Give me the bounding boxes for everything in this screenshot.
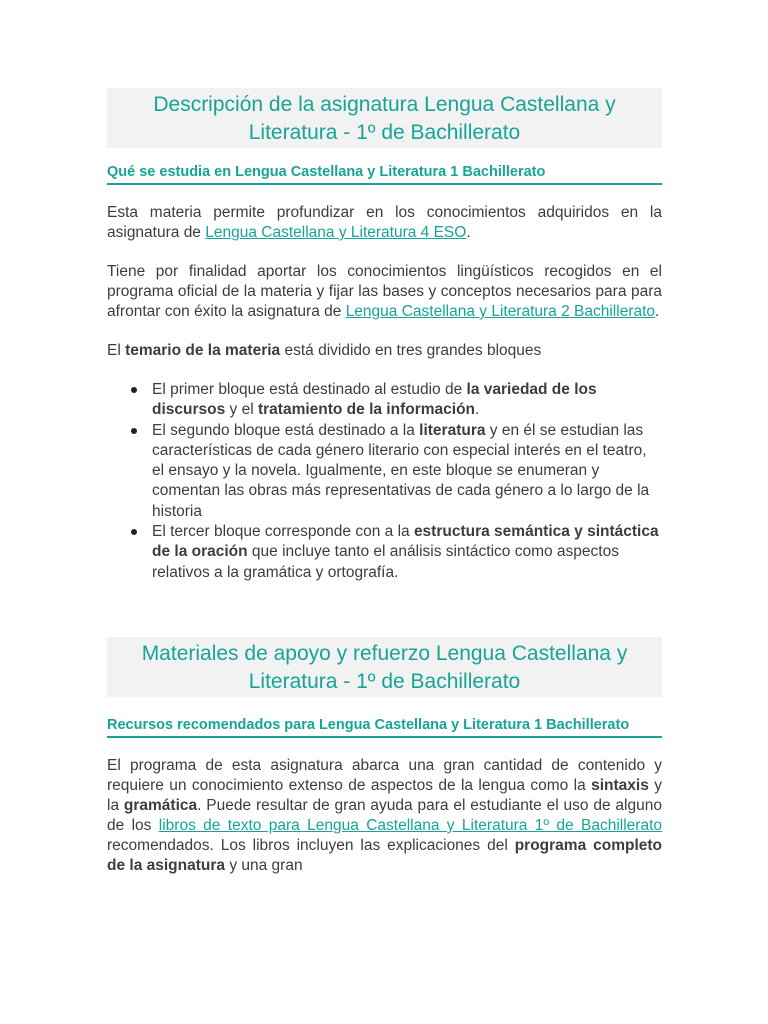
list-item-block-1: El primer bloque está destinado al estudio de la variedad de los discursos y el tratamiento de la información. [107, 380, 662, 421]
paragraph-text: está dividido en tres grandes bloques [280, 342, 542, 359]
paragraph-syllabus [107, 341, 662, 361]
section-title-materials: Materiales de apoyo y refuerzo Lengua Castellana y Literatura - 1º de Bachillerato [107, 637, 662, 697]
link-lengua-2-bachillerato[interactable]: Lengua Castellana y Literatura 2 Bachillerato [345, 303, 656, 320]
paragraph-purpose [107, 262, 662, 322]
paragraph-intro [107, 203, 662, 243]
paragraph-text: . [466, 224, 471, 241]
blocks-list [107, 380, 662, 583]
document-content [107, 88, 662, 876]
subheading-what-is-studied: Qué se estudia en Lengua Castellana y Literatura 1 Bachillerato [107, 162, 662, 185]
paragraph-text: El [107, 342, 126, 359]
link-textbooks[interactable]: libros de texto para Lengua Castellana y Literatura 1º de Bachillerato [158, 816, 662, 834]
link-lengua-4-eso[interactable]: Lengua Castellana y Literatura 4 ESO [205, 224, 467, 241]
list-item-block-2: El segundo bloque está destinado a la literatura y en él se estudian las características de cada género literario con especial interés en el teatro, el ensayo y la novela. Igualmente, en este bloque se enumeran y comentan las obras más representativas de cada género a lo largo de la historia [107, 421, 662, 522]
paragraph-text: Esta materia permite profundizar en los conocimientos adquiridos en la asignatura de [107, 204, 662, 241]
section-title-description: Descripción de la asignatura Lengua Castellana y Literatura - 1º de Bachillerato [107, 88, 662, 148]
paragraph-program: El programa de esta asignatura abarca una gran cantidad de contenido y requiere un conocimiento extenso de aspectos de la lengua como la sintaxis y la gramática. Puede resultar de gran ayuda para el estudiante el uso de alguno de los libros de texto para Lengua Castellana y Literatura 1º de Bachillerato recomendados. Los libros incluyen las explicaciones del programa completo de la asignatura y una gran [107, 756, 663, 874]
bold-text: temario de la materia [125, 342, 281, 359]
paragraph-text: . [655, 303, 660, 320]
list-item-block-3: El tercer bloque corresponde con a la estructura semántica y sintáctica de la oración que incluye tanto el análisis sintáctico como aspectos relativos a la gramática y ortografía. [107, 522, 662, 583]
subheading-recommended-resources: Recursos recomendados para Lengua Castellana y Literatura 1 Bachillerato [107, 715, 662, 738]
paragraph-text: Tiene por finalidad aportar los conocimientos lingüísticos recogidos en el programa oficial de la materia y fijar las bases y conceptos necesarios para para afrontar con éxito la asignatura de [107, 263, 662, 320]
